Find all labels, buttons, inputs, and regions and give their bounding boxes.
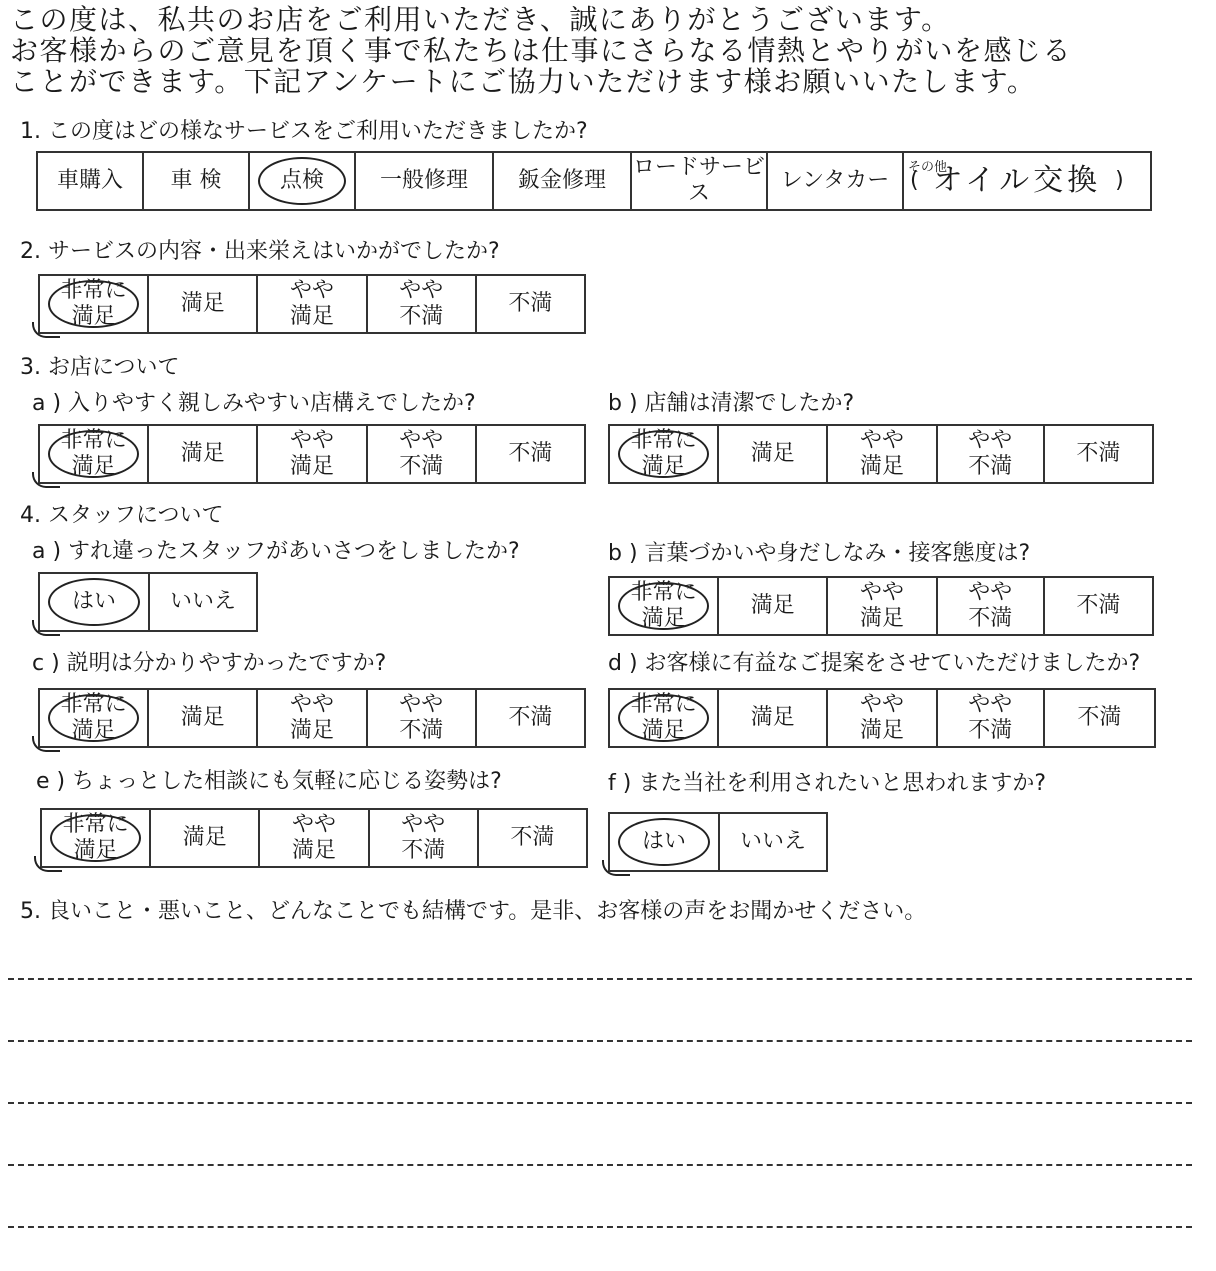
q4c-options [38, 688, 586, 748]
q4b-option[interactable]: やや 満足 [828, 578, 937, 634]
q4b-options [608, 576, 1154, 636]
q1-option[interactable]: 鈑金修理 [494, 153, 632, 209]
q4f-label: f ) また当社を利用されたいと思われますか? [608, 771, 1046, 796]
other-handwritten-value: オイル交換 [932, 163, 1102, 198]
q3b-option-selected[interactable]: 非常に 満足 [610, 426, 719, 482]
q2-option[interactable]: やや 不満 [368, 276, 477, 332]
q1-options [36, 151, 1152, 211]
q3a-option[interactable]: やや 不満 [368, 426, 477, 482]
q4b-option[interactable]: 満足 [719, 578, 828, 634]
q2-option[interactable]: 満足 [149, 276, 258, 332]
q3a-options [38, 424, 586, 484]
q1-option[interactable]: 車購入 [38, 153, 144, 209]
q1-other-field[interactable] [904, 153, 1150, 209]
q4c-option[interactable]: やや 不満 [368, 690, 477, 746]
q3a-option[interactable]: 不満 [508, 441, 553, 466]
other-label: その他 [908, 160, 948, 175]
q2-options [38, 274, 586, 334]
q4f-option[interactable]: いいえ [739, 829, 806, 854]
q4d-option[interactable]: やや 満足 [828, 690, 937, 746]
q2-option-selected[interactable]: 非常に 満足 [40, 276, 149, 332]
q4d-option[interactable]: やや 不満 [938, 690, 1045, 746]
q4d-option[interactable]: 不満 [1077, 705, 1122, 730]
q3b-option[interactable]: 不満 [1076, 441, 1121, 466]
q4e-option[interactable]: 不満 [510, 825, 555, 850]
q4c-option[interactable]: 不満 [508, 705, 553, 730]
q1-option-selected[interactable]: 点検 [250, 153, 356, 209]
comment-line[interactable] [8, 1226, 1192, 1228]
q4e-options [40, 808, 588, 868]
comment-line[interactable] [8, 1040, 1192, 1042]
q1-option[interactable]: 車 検 [144, 153, 250, 209]
q1-option[interactable]: レンタカー [768, 153, 904, 209]
q3a-option-selected[interactable]: 非常に 満足 [40, 426, 149, 482]
comment-line[interactable] [8, 1102, 1192, 1104]
q4c-option[interactable]: やや 満足 [258, 690, 367, 746]
q4a-option[interactable]: いいえ [169, 589, 236, 614]
close-paren: ) [1115, 168, 1124, 193]
q3-label: 3. お店について [20, 355, 180, 380]
q1-option[interactable]: 一般修理 [356, 153, 494, 209]
q4d-option[interactable]: 満足 [719, 690, 828, 746]
q4a-option-selected[interactable]: はい [40, 574, 150, 630]
q4e-option-selected[interactable]: 非常に 満足 [42, 810, 151, 866]
q4b-option[interactable]: 不満 [1076, 593, 1121, 618]
q4b-option-selected[interactable]: 非常に 満足 [610, 578, 719, 634]
q3b-options [608, 424, 1154, 484]
q1-label: 1. この度はどの様なサービスをご利用いただきましたか? [20, 119, 588, 144]
q4d-label: d ) お客様に有益なご提案をさせていただけましたか? [608, 651, 1141, 676]
intro-line: お客様からのご意見を頂く事で私たちは仕事にさらなる情熱とやりがいを感じる [10, 34, 1073, 67]
q3b-option[interactable]: やや 満足 [828, 426, 937, 482]
q3b-option[interactable]: 満足 [719, 426, 828, 482]
q2-option[interactable]: 不満 [508, 291, 553, 316]
q4d-option-selected[interactable]: 非常に 満足 [610, 690, 719, 746]
q4-label: 4. スタッフについて [20, 503, 224, 528]
q2-label: 2. サービスの内容・出来栄えはいかがでしたか? [20, 239, 500, 264]
q4e-option[interactable]: 満足 [151, 810, 260, 866]
intro-line: この度は、私共のお店をご利用いただき、誠にありがとうございます。 [10, 3, 951, 36]
q4d-options [608, 688, 1156, 748]
q4f-options [608, 812, 828, 872]
q4c-option[interactable]: 満足 [149, 690, 258, 746]
q3b-label: b ) 店舗は清潔でしたか? [608, 391, 855, 416]
q5-label: 5. 良いこと・悪いこと、どんなことでも結構です。是非、お客様の声をお聞かせください。 [20, 899, 927, 924]
q2-option[interactable]: やや 満足 [258, 276, 367, 332]
q1-option[interactable]: ロードサービス [632, 153, 768, 209]
comment-line[interactable] [8, 1164, 1192, 1166]
intro-line: ことができます。下記アンケートにご協力いただけます様お願いいたします。 [10, 65, 1037, 98]
intro-text [10, 4, 1072, 97]
q4b-label: b ) 言葉づかいや身だしなみ・接客態度は? [608, 541, 1031, 566]
q3a-label: a ) 入りやすく親しみやすい店構えでしたか? [32, 391, 476, 416]
q3b-option[interactable]: やや 不満 [938, 426, 1045, 482]
q4e-option[interactable]: やや 不満 [370, 810, 479, 866]
q3a-option[interactable]: 満足 [149, 426, 258, 482]
q4a-options [38, 572, 258, 632]
q4a-label: a ) すれ違ったスタッフがあいさつをしましたか? [32, 539, 520, 564]
q3a-option[interactable]: やや 満足 [258, 426, 367, 482]
q4b-option[interactable]: やや 不満 [938, 578, 1045, 634]
q4f-option-selected[interactable]: はい [610, 814, 720, 870]
q4e-option[interactable]: やや 満足 [260, 810, 369, 866]
q4c-option-selected[interactable]: 非常に 満足 [40, 690, 149, 746]
q4e-label: e ) ちょっとした相談にも気軽に応じる姿勢は? [36, 769, 502, 794]
comment-line[interactable] [8, 978, 1192, 980]
q4c-label: c ) 説明は分かりやすかったですか? [32, 651, 387, 676]
open-paren: ( [910, 168, 919, 193]
